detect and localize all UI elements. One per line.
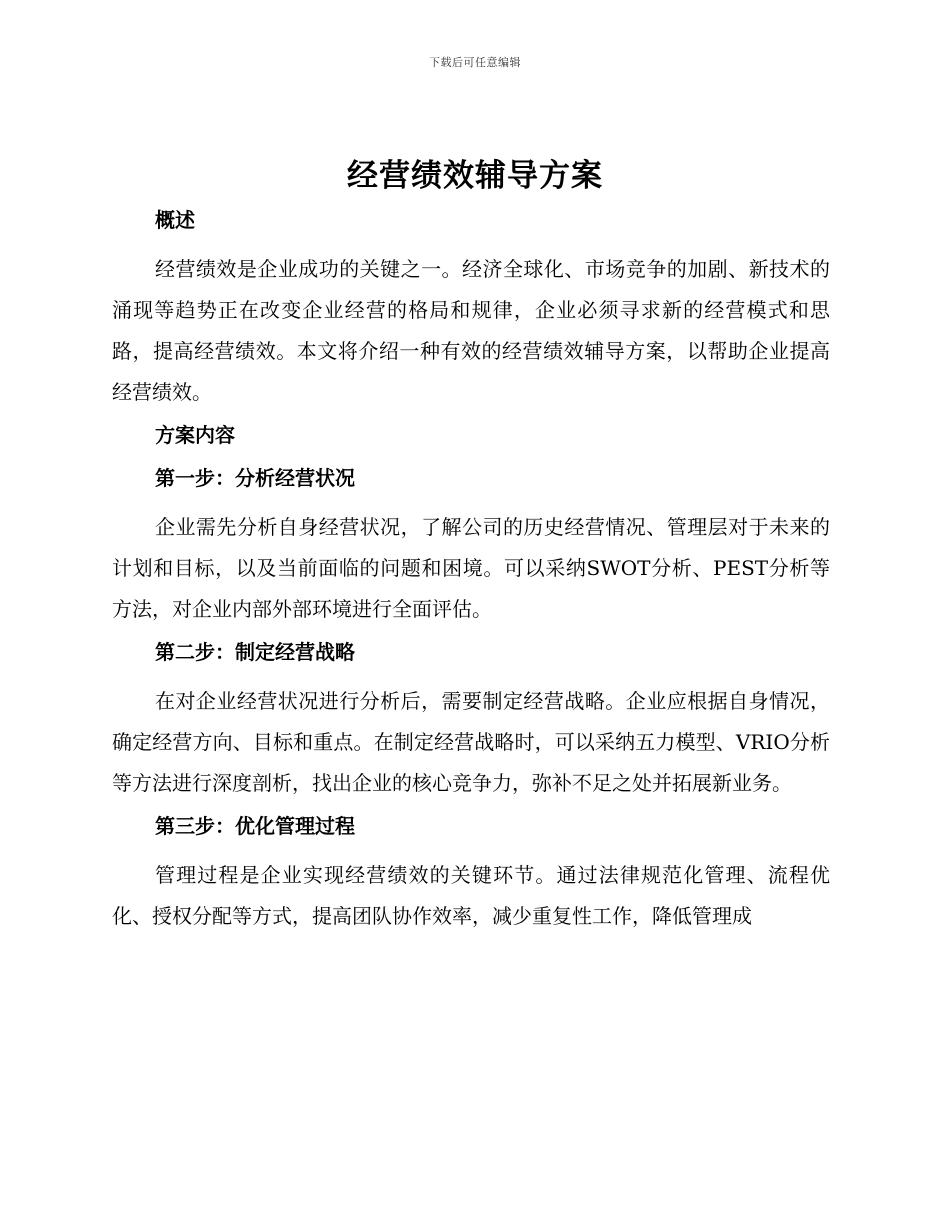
- section-heading-plan: 方案内容: [155, 423, 235, 447]
- paragraph-step3: 管理过程是企业实现经营绩效的关键环节。通过法律规范化管理、流程优化、授权分配等方式，提高团队协作效率，减少重复性工作，降低管理成: [112, 863, 830, 928]
- paragraph-step2: 在对企业经营状况进行分析后，需要制定经营战略。企业应根据自身情况，确定经营方向、目标和重点。在制定经营战略时，可以采纳五力模型、VRIO分析等方法进行深度剖析，找出企业的核心竞争力，弥补不足之处并拓展新业务。: [112, 689, 830, 795]
- paragraph-step1: 企业需先分析自身经营状况，了解公司的历史经营情况、管理层对于未来的计划和目标，以及当前面临的问题和困境。可以采纳SWOT分析、PEST分析等方法，对企业内部外部环境进行全面评估。: [112, 515, 830, 621]
- section-heading-step3: 第三步：优化管理过程: [155, 814, 355, 838]
- document-title: 经营绩效辅导方案: [347, 158, 603, 194]
- document-body: [112, 198, 830, 945]
- section-heading-step1: 第一步：分析经营状况: [155, 466, 355, 490]
- paragraph-overview: 经营绩效是企业成功的关键之一。经济全球化、市场竞争的加剧、新技术的涌现等趋势正在改变企业经营的格局和规律，企业必须寻求新的经营模式和思路，提高经营绩效。本文将介绍一种有效的经营绩效辅导方案，以帮助企业提高经营绩效。: [112, 257, 830, 404]
- header-note: 下载后可任意编辑: [429, 56, 521, 69]
- section-heading-overview: 概述: [155, 208, 195, 232]
- section-heading-step2: 第二步：制定经营战略: [155, 640, 355, 664]
